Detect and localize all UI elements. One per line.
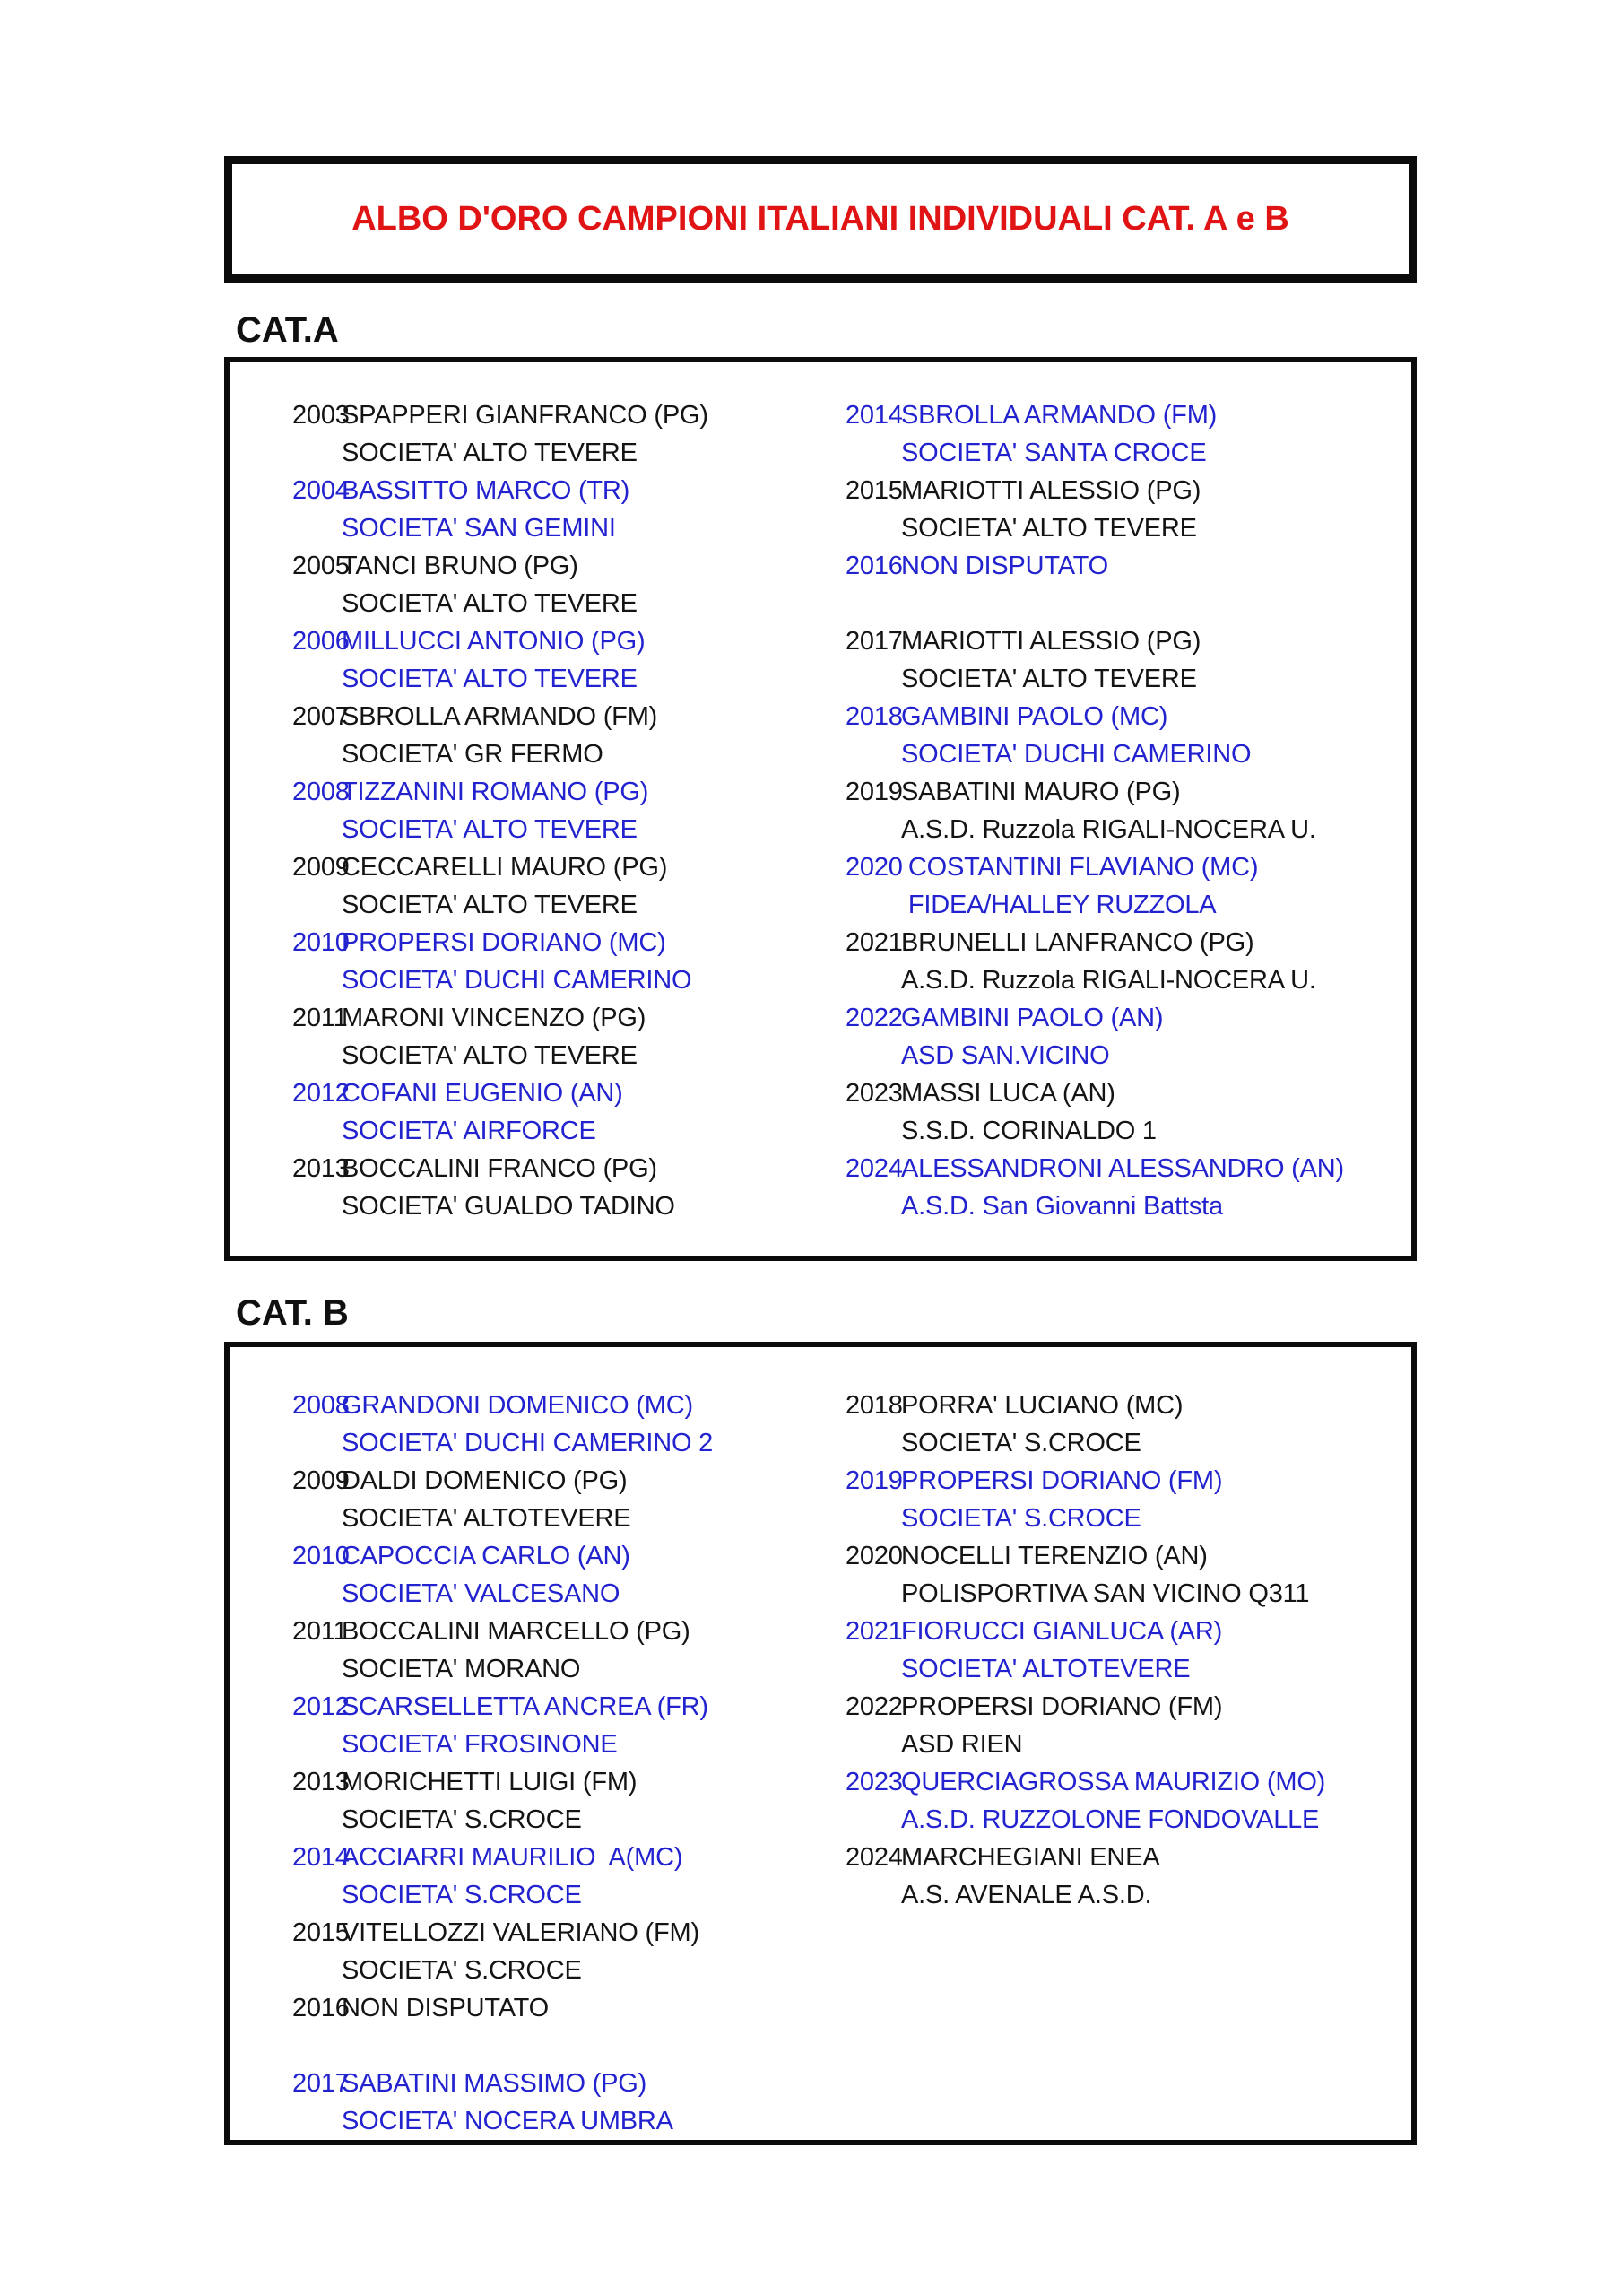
year-cell: 2013 [292, 1154, 350, 1183]
winner-name: COSTANTINI FLAVIANO (MC) [901, 853, 1259, 882]
entry-row [292, 1613, 855, 1650]
cat-b-column-left [292, 1387, 855, 2140]
club-name: SOCIETA' ALTO TEVERE [342, 665, 638, 693]
club-row [846, 1575, 1409, 1613]
club-row [292, 1801, 855, 1839]
club-name: SOCIETA' ALTO TEVERE [342, 1041, 638, 1070]
year-cell: 2016 [846, 552, 903, 580]
club-name: SOCIETA' VALCESANO [342, 1579, 620, 1608]
entry-row [846, 1074, 1409, 1112]
winner-name: MILLUCCI ANTONIO (PG) [342, 627, 646, 656]
club-name: SOCIETA' ALTOTEVERE [901, 1655, 1191, 1683]
club-name: SOCIETA' ALTO TEVERE [342, 891, 638, 919]
cat-a-column-right [846, 396, 1409, 1225]
entry-row [846, 1839, 1409, 1876]
club-name: SOCIETA' ALTO TEVERE [342, 589, 638, 618]
winner-name: VITELLOZZI VALERIANO (FM) [342, 1918, 699, 1947]
year-cell: 2010 [292, 1542, 350, 1570]
winner-name: PORRA' LUCIANO (MC) [901, 1391, 1184, 1420]
club-row [292, 1726, 855, 1763]
year-cell: 2008 [292, 1391, 350, 1420]
winner-name: TIZZANINI ROMANO (PG) [342, 778, 649, 806]
year-cell: 2022 [846, 1004, 903, 1032]
winner-name: BOCCALINI FRANCO (PG) [342, 1154, 657, 1183]
winner-name: SABATINI MASSIMO (PG) [342, 2069, 647, 2098]
entry-row [292, 1688, 855, 1726]
club-row [292, 434, 855, 472]
winner-name: ALESSANDRONI ALESSANDRO (AN) [901, 1154, 1344, 1183]
club-name: SOCIETA' S.CROCE [342, 1805, 582, 1834]
club-name: S.S.D. CORINALDO 1 [901, 1117, 1157, 1145]
year-cell: 2005 [292, 552, 350, 580]
winner-name: COFANI EUGENIO (AN) [342, 1079, 623, 1108]
entry-row [292, 396, 855, 434]
club-name: SOCIETA' GR FERMO [342, 740, 603, 769]
year-cell: 2015 [846, 476, 903, 505]
club-row [292, 961, 855, 999]
entry-row [292, 547, 855, 585]
year-cell: 2018 [846, 1391, 903, 1420]
year-cell: 2009 [292, 1466, 350, 1495]
club-row [846, 1500, 1409, 1537]
year-cell: 2011 [292, 1617, 348, 1646]
club-name: ASD RIEN [901, 1730, 1023, 1759]
club-row [292, 1424, 855, 1462]
winner-name: SBROLLA ARMANDO (FM) [342, 702, 658, 731]
club-row [846, 1650, 1409, 1688]
club-name: SOCIETA' ALTO TEVERE [901, 514, 1197, 543]
club-row [846, 1876, 1409, 1914]
club-row [292, 1112, 855, 1150]
club-row [292, 1876, 855, 1914]
section-box-cat-b [224, 1342, 1417, 2145]
club-row [292, 1575, 855, 1613]
club-row [292, 1500, 855, 1537]
club-row [292, 811, 855, 848]
club-row [292, 1952, 855, 1989]
club-name: SOCIETA' FROSINONE [342, 1730, 618, 1759]
entry-row [292, 1537, 855, 1575]
entry-row [846, 999, 1409, 1037]
club-row [846, 811, 1409, 848]
winner-name: ACCIARRI MAURILIO A(MC) [342, 1843, 683, 1872]
year-cell: 2021 [846, 1617, 903, 1646]
entry-row [846, 547, 1409, 585]
entry-row [846, 1763, 1409, 1801]
club-name: A.S.D. San Giovanni Battsta [901, 1192, 1223, 1221]
year-cell: 2012 [292, 1692, 350, 1721]
winner-name: GAMBINI PAOLO (MC) [901, 702, 1168, 731]
year-cell: 2011 [292, 1004, 348, 1032]
club-name: SOCIETA' NOCERA UMBRA [342, 2107, 673, 2135]
entry-row [292, 622, 855, 660]
winner-name: PROPERSI DORIANO (MC) [342, 928, 666, 957]
club-row [846, 1424, 1409, 1462]
club-row [846, 1187, 1409, 1225]
club-name: A.S.D. RUZZOLONE FONDOVALLE [901, 1805, 1320, 1834]
winner-name: BASSITTO MARCO (TR) [342, 476, 630, 505]
club-row [846, 509, 1409, 547]
entry-row [846, 622, 1409, 660]
year-cell: 2023 [846, 1079, 903, 1108]
entry-row [846, 1613, 1409, 1650]
winner-name: BRUNELLI LANFRANCO (PG) [901, 928, 1254, 957]
entry-row [846, 1150, 1409, 1187]
year-cell: 2024 [846, 1843, 903, 1872]
entry-row [292, 1074, 855, 1112]
year-cell: 2016 [292, 1994, 350, 2022]
year-cell: 2019 [846, 1466, 903, 1495]
section-box-cat-a [224, 357, 1417, 1261]
club-row [846, 1726, 1409, 1763]
cat-b-column-right [846, 1387, 1409, 1914]
club-name: SOCIETA' ALTOTEVERE [342, 1504, 631, 1533]
club-row [292, 735, 855, 773]
year-cell: 2012 [292, 1079, 350, 1108]
year-cell: 2008 [292, 778, 350, 806]
club-row [292, 886, 855, 924]
entry-row [292, 1914, 855, 1952]
winner-name: MARIOTTI ALESSIO (PG) [901, 476, 1201, 505]
club-row [292, 1187, 855, 1225]
winner-name: CAPOCCIA CARLO (AN) [342, 1542, 630, 1570]
year-cell: 2014 [846, 401, 903, 430]
winner-name: SABATINI MAURO (PG) [901, 778, 1181, 806]
page-title: ALBO D'ORO CAMPIONI ITALIANI INDIVIDUALI CAT. A e B [351, 200, 1289, 238]
year-cell: 2022 [846, 1692, 903, 1721]
club-name: SOCIETA' ALTO TEVERE [342, 815, 638, 844]
year-cell: 2003 [292, 401, 350, 430]
year-cell: 2007 [292, 702, 350, 731]
cat-a-column-left [292, 396, 855, 1225]
club-row [292, 660, 855, 698]
club-name: SOCIETA' AIRFORCE [342, 1117, 596, 1145]
club-row [846, 434, 1409, 472]
entry-row [292, 1462, 855, 1500]
club-name: POLISPORTIVA SAN VICINO Q311 [901, 1579, 1310, 1608]
club-name: SOCIETA' ALTO TEVERE [342, 439, 638, 467]
club-name: SOCIETA' SAN GEMINI [342, 514, 616, 543]
club-row [846, 735, 1409, 773]
club-name: A.S. AVENALE A.S.D. [901, 1881, 1152, 1909]
title-banner [224, 156, 1417, 283]
blank-row [846, 585, 1409, 622]
year-cell: 2014 [292, 1843, 350, 1872]
section-label-cat-b: CAT. B [236, 1293, 349, 1333]
winner-name: DALDI DOMENICO (PG) [342, 1466, 628, 1495]
entry-row [292, 999, 855, 1037]
entry-row [292, 698, 855, 735]
entry-row [292, 848, 855, 886]
winner-name: SPAPPERI GIANFRANCO (PG) [342, 401, 708, 430]
blank-row [292, 2027, 855, 2065]
club-row [846, 1112, 1409, 1150]
club-row [292, 585, 855, 622]
winner-name: MARIOTTI ALESSIO (PG) [901, 627, 1201, 656]
club-name: SOCIETA' S.CROCE [901, 1429, 1141, 1457]
year-cell: 2013 [292, 1768, 350, 1796]
club-name: ASD SAN.VICINO [901, 1041, 1110, 1070]
entry-row [292, 1387, 855, 1424]
winner-name: MASSI LUCA (AN) [901, 1079, 1115, 1108]
year-cell: 2009 [292, 853, 350, 882]
club-name: SOCIETA' GUALDO TADINO [342, 1192, 675, 1221]
club-row [292, 1650, 855, 1688]
year-cell: 2006 [292, 627, 350, 656]
winner-name: SCARSELLETTA ANCREA (FR) [342, 1692, 708, 1721]
year-cell: 2004 [292, 476, 350, 505]
club-row [292, 2102, 855, 2140]
entry-row [292, 1150, 855, 1187]
winner-name: QUERCIAGROSSA MAURIZIO (MO) [901, 1768, 1326, 1796]
entry-row [292, 1989, 855, 2027]
entry-row [846, 1688, 1409, 1726]
winner-name: NON DISPUTATO [342, 1994, 550, 2022]
entry-row [846, 1462, 1409, 1500]
club-row [846, 1037, 1409, 1074]
entry-row [292, 924, 855, 961]
club-name: SOCIETA' MORANO [342, 1655, 581, 1683]
club-name: SOCIETA' S.CROCE [342, 1881, 582, 1909]
winner-name: PROPERSI DORIANO (FM) [901, 1466, 1223, 1495]
year-cell: 2019 [846, 778, 903, 806]
entry-row [292, 1839, 855, 1876]
club-name: SOCIETA' DUCHI CAMERINO [901, 740, 1252, 769]
club-name: SOCIETA' ALTO TEVERE [901, 665, 1197, 693]
winner-name: MARONI VINCENZO (PG) [342, 1004, 646, 1032]
entry-row [292, 2065, 855, 2102]
winner-name: MORICHETTI LUIGI (FM) [342, 1768, 638, 1796]
year-cell: 2023 [846, 1768, 903, 1796]
year-cell: 2018 [846, 702, 903, 731]
entry-row [846, 1537, 1409, 1575]
club-row [846, 1801, 1409, 1839]
entry-row [846, 396, 1409, 434]
winner-name: BOCCALINI MARCELLO (PG) [342, 1617, 690, 1646]
entry-row [846, 1387, 1409, 1424]
club-row [846, 886, 1409, 924]
entry-row [846, 848, 1409, 886]
club-row [846, 961, 1409, 999]
entry-row [846, 698, 1409, 735]
year-cell: 2024 [846, 1154, 903, 1183]
entry-row [292, 472, 855, 509]
entry-row [846, 773, 1409, 811]
year-cell: 2020 [846, 853, 903, 882]
club-name: SOCIETA' DUCHI CAMERINO 2 [342, 1429, 714, 1457]
club-row [292, 509, 855, 547]
section-label-cat-a: CAT.A [236, 310, 339, 350]
club-name: SOCIETA' S.CROCE [342, 1956, 582, 1985]
winner-name: MARCHEGIANI ENEA [901, 1843, 1160, 1872]
year-cell: 2010 [292, 928, 350, 957]
club-name: A.S.D. Ruzzola RIGALI-NOCERA U. [901, 966, 1316, 995]
year-cell: 2020 [846, 1542, 903, 1570]
winner-name: GRANDONI DOMENICO (MC) [342, 1391, 693, 1420]
winner-name: FIORUCCI GIANLUCA (AR) [901, 1617, 1223, 1646]
entry-row [292, 773, 855, 811]
club-row [292, 1037, 855, 1074]
winner-name: PROPERSI DORIANO (FM) [901, 1692, 1223, 1721]
winner-name: CECCARELLI MAURO (PG) [342, 853, 668, 882]
winner-name: TANCI BRUNO (PG) [342, 552, 578, 580]
club-name: FIDEA/HALLEY RUZZOLA [901, 891, 1217, 919]
club-name: A.S.D. Ruzzola RIGALI-NOCERA U. [901, 815, 1316, 844]
entry-row [846, 924, 1409, 961]
club-name: SOCIETA' SANTA CROCE [901, 439, 1207, 467]
club-name: SOCIETA' S.CROCE [901, 1504, 1141, 1533]
winner-name: NON DISPUTATO [901, 552, 1109, 580]
year-cell: 2017 [292, 2069, 350, 2098]
entry-row [846, 472, 1409, 509]
entry-row [292, 1763, 855, 1801]
year-cell: 2017 [846, 627, 903, 656]
year-cell: 2015 [292, 1918, 350, 1947]
winner-name: SBROLLA ARMANDO (FM) [901, 401, 1218, 430]
year-cell: 2021 [846, 928, 903, 957]
club-name: SOCIETA' DUCHI CAMERINO [342, 966, 692, 995]
winner-name: NOCELLI TERENZIO (AN) [901, 1542, 1208, 1570]
winner-name: GAMBINI PAOLO (AN) [901, 1004, 1164, 1032]
club-row [846, 660, 1409, 698]
